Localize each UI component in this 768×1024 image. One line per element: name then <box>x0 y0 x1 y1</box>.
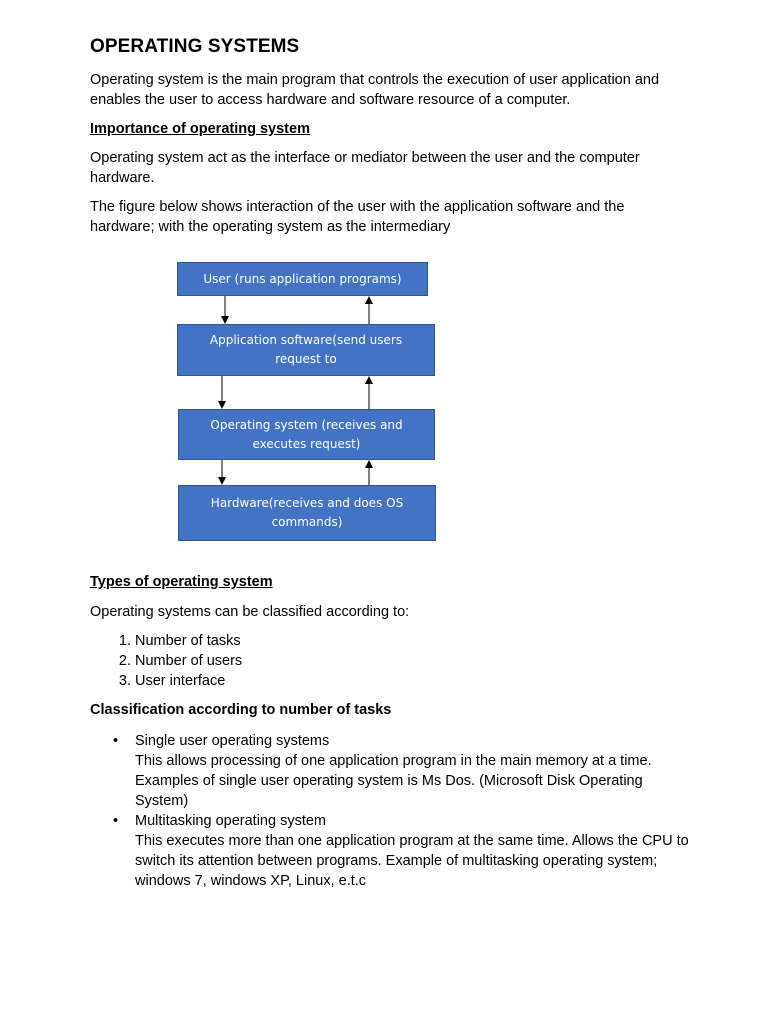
bullet-icon: • <box>113 813 119 829</box>
hardware-box: Hardware(receives and does OS commands) <box>178 485 436 541</box>
bullet-title: Multitasking operating system <box>135 813 326 829</box>
page-title: OPERATING SYSTEMS <box>90 36 300 57</box>
list-item: 2. Number of users <box>135 651 690 671</box>
types-section <box>90 572 690 891</box>
list-item: 3. User interface <box>135 671 690 691</box>
application-software-box: Application software(send users request to <box>177 324 435 376</box>
classification-heading: Classification according to number of tasks <box>90 702 392 718</box>
types-intro: Operating systems can be classified according to: <box>90 604 410 620</box>
document-body <box>90 34 690 237</box>
operating-system-box: Operating system (receives and executes request) <box>178 409 435 460</box>
intro-paragraph: Operating system is the main program that controls the execution of user application and enables the user to access hardware and software resource of a computer. <box>90 72 660 108</box>
bullet-text: This allows processing of one application program in the main memory at a time. Examples of single user operating system is Ms Dos. (Microsoft Disk Operating System) <box>135 753 652 809</box>
task-classification-list <box>90 731 690 891</box>
classification-criteria-list <box>90 631 690 691</box>
types-heading: Types of operating system <box>90 574 273 590</box>
importance-paragraph: Operating system act as the interface or mediator between the user and the computer hardware. <box>90 150 640 186</box>
figure-intro-paragraph: The figure below shows interaction of the user with the application software and the hardware; with the operating system as the intermediary <box>90 199 625 235</box>
list-item <box>113 731 690 811</box>
importance-heading: Importance of operating system <box>90 121 310 137</box>
bullet-icon: • <box>113 733 119 749</box>
user-box: User (runs application programs) <box>177 262 428 296</box>
bullet-text: This executes more than one application program at the same time. Allows the CPU to switch its attention between programs. Example of multitasking operating system; windows 7, windows XP, Linux, e.t.c <box>135 833 689 889</box>
list-item: 1. Number of tasks <box>135 631 690 651</box>
list-item <box>113 811 690 891</box>
bullet-title: Single user operating systems <box>135 733 330 749</box>
